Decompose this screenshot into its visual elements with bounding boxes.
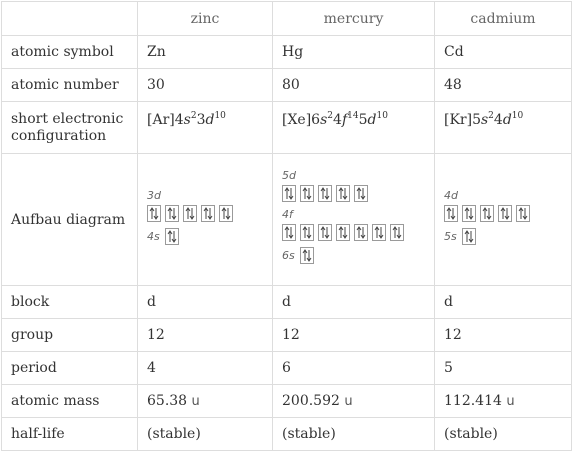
cell-value: 12 [435,319,572,352]
orbital-box-paired-electrons [390,224,404,241]
orbital-label: 5s [444,229,457,243]
orbital-label: 4f [282,208,293,221]
row-label: atomic number [2,69,138,102]
cell-value: 5 [435,352,572,385]
cell-value: 12 [138,319,273,352]
orbital-box-paired-electrons [462,228,476,245]
row-label: atomic mass [2,385,138,418]
corner-cell [2,2,138,36]
cell-value: Cd [435,36,572,69]
table-row-period [2,352,572,385]
orbital-box-paired-electrons [165,228,179,245]
cell-value: d [273,286,435,319]
orbital-box-paired-electrons [498,205,512,222]
table-row-block [2,286,572,319]
table-row-aufbau-diagram [2,154,572,286]
header-row [2,2,572,36]
orbital-boxes [300,247,314,264]
cell-value: Zn [138,36,273,69]
cell-value: 65.38 u [138,385,273,418]
cell-value: Hg [273,36,435,69]
orbital-boxes [282,185,368,202]
row-label: Aufbau diagram [2,154,138,286]
orbital-box-paired-electrons [183,205,197,222]
config-zinc: $[Ar]4s^23d^{10}$ [138,102,273,154]
cell-value: 48 [435,69,572,102]
cell-value: 112.414 u [435,385,572,418]
orbital-boxes [147,205,233,222]
row-label: block [2,286,138,319]
element-comparison-table [1,1,572,451]
orbital-boxes [282,224,404,241]
cell-value: d [435,286,572,319]
cell-value: 6 [273,352,435,385]
orbital-box-paired-electrons [462,205,476,222]
orbital-label: 3d [147,188,161,202]
orbital-label: 4d [444,188,458,202]
table-row-atomic-number [2,69,572,102]
cell-value: d [138,286,273,319]
orbital-box-paired-electrons [336,185,350,202]
orbital-box-paired-electrons [516,205,530,222]
aufbau-zinc [138,154,273,286]
cell-value: 12 [273,319,435,352]
row-label: group [2,319,138,352]
row-label: period [2,352,138,385]
orbital-boxes [462,228,476,245]
config-cadmium: $[Kr]5s^24d^{10}$ [435,102,572,154]
cell-value: (stable) [435,418,572,451]
column-header-cadmium: cadmium [435,2,572,36]
orbital-boxes [444,205,530,222]
orbital-label: 4s [147,229,160,243]
orbital-box-paired-electrons [147,205,161,222]
orbital-box-paired-electrons [165,205,179,222]
orbital-box-paired-electrons [300,224,314,241]
row-label: short electronic configuration [2,102,138,154]
orbital-box-paired-electrons [318,185,332,202]
table-row-group [2,319,572,352]
orbital-box-paired-electrons [444,205,458,222]
table-row-electron-configuration [2,102,572,154]
orbital-box-paired-electrons [354,224,368,241]
table-row-atomic-mass [2,385,572,418]
table-row-atomic-symbol [2,36,572,69]
orbital-label: 5d [282,169,296,182]
orbital-box-paired-electrons [480,205,494,222]
orbital-boxes [165,228,179,245]
unit-label: u [344,394,353,409]
orbital-box-paired-electrons [336,224,350,241]
orbital-box-paired-electrons [282,224,296,241]
orbital-box-paired-electrons [282,185,296,202]
table-row-half-life [2,418,572,451]
orbital-box-paired-electrons [318,224,332,241]
aufbau-mercury [273,154,435,286]
orbital-box-paired-electrons [372,224,386,241]
orbital-box-paired-electrons [300,247,314,264]
cell-value: (stable) [138,418,273,451]
column-header-mercury: mercury [273,2,435,36]
orbital-box-paired-electrons [354,185,368,202]
orbital-label: 6s [282,249,295,262]
cell-value: 200.592 u [273,385,435,418]
cell-value: 30 [138,69,273,102]
unit-label: u [191,394,200,409]
cell-value: (stable) [273,418,435,451]
row-label: half-life [2,418,138,451]
cell-value: 80 [273,69,435,102]
config-mercury: $[Xe]6s^24f^{14}5d^{10}$ [273,102,435,154]
orbital-box-paired-electrons [300,185,314,202]
orbital-box-paired-electrons [219,205,233,222]
unit-label: u [506,394,515,409]
orbital-box-paired-electrons [201,205,215,222]
row-label: atomic symbol [2,36,138,69]
cell-value: 4 [138,352,273,385]
column-header-zinc: zinc [138,2,273,36]
aufbau-cadmium [435,154,572,286]
